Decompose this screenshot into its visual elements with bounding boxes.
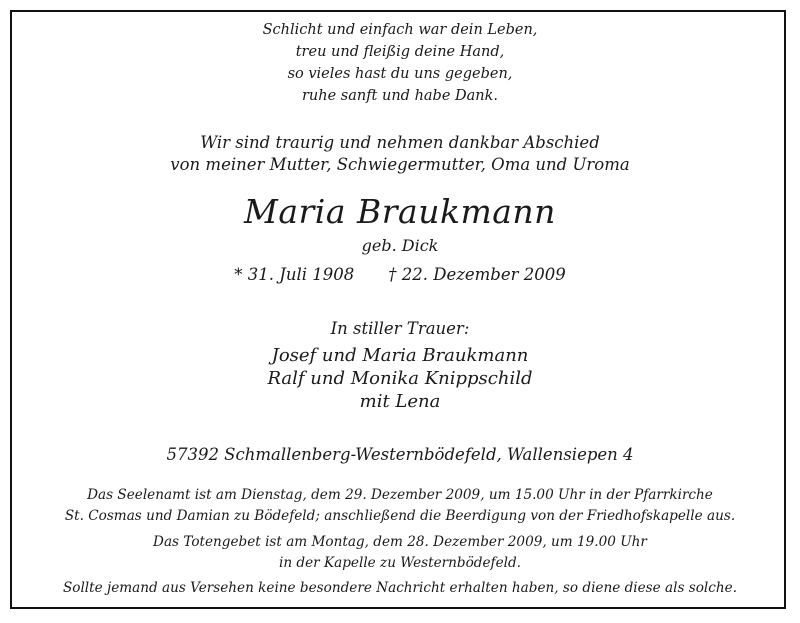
closing-note: Sollte jemand aus Versehen keine besondere Nachricht erhalten haben, so diene diese als solche.	[62, 580, 738, 596]
life-dates	[12, 265, 788, 284]
maiden-name: geb. Dick	[361, 236, 439, 255]
address: 57392 Schmallenberg-Westernbödefeld, Wallensiepen 4	[166, 445, 634, 464]
prayer-detail: in der Kapelle zu Westernbödefeld.	[278, 555, 522, 571]
grief-label: In stiller Trauer:	[330, 319, 470, 338]
family-line: Ralf und Monika Knippschild	[267, 368, 533, 389]
poem-line: treu und fleißig deine Hand,	[295, 44, 505, 60]
death-date: † 22. Dezember 2009	[388, 265, 566, 284]
intro-line: von meiner Mutter, Schwiegermutter, Oma und Uroma	[170, 155, 630, 174]
family-line: mit Lena	[359, 391, 441, 412]
intro-line: Wir sind traurig und nehmen dankbar Abschied	[200, 133, 600, 152]
family-line: Josef und Maria Braukmann	[271, 345, 529, 366]
service-detail: St. Cosmas und Damian zu Bödefeld; anschließend die Beerdigung von der Friedhofskapelle aus.	[64, 508, 736, 524]
service-detail: Das Seelenamt ist am Dienstag, dem 29. Dezember 2009, um 15.00 Uhr in der Pfarrkirche	[87, 487, 713, 503]
poem-line: Schlicht und einfach war dein Leben,	[262, 22, 538, 38]
poem-line: so vieles hast du uns gegeben,	[287, 66, 513, 82]
prayer-detail: Das Totengebet ist am Montag, dem 28. Dezember 2009, um 19.00 Uhr	[153, 534, 647, 550]
birth-date: * 31. Juli 1908	[234, 265, 355, 284]
deceased-name: Maria Braukmann	[244, 192, 556, 231]
poem-line: ruhe sanft und habe Dank.	[301, 88, 499, 104]
